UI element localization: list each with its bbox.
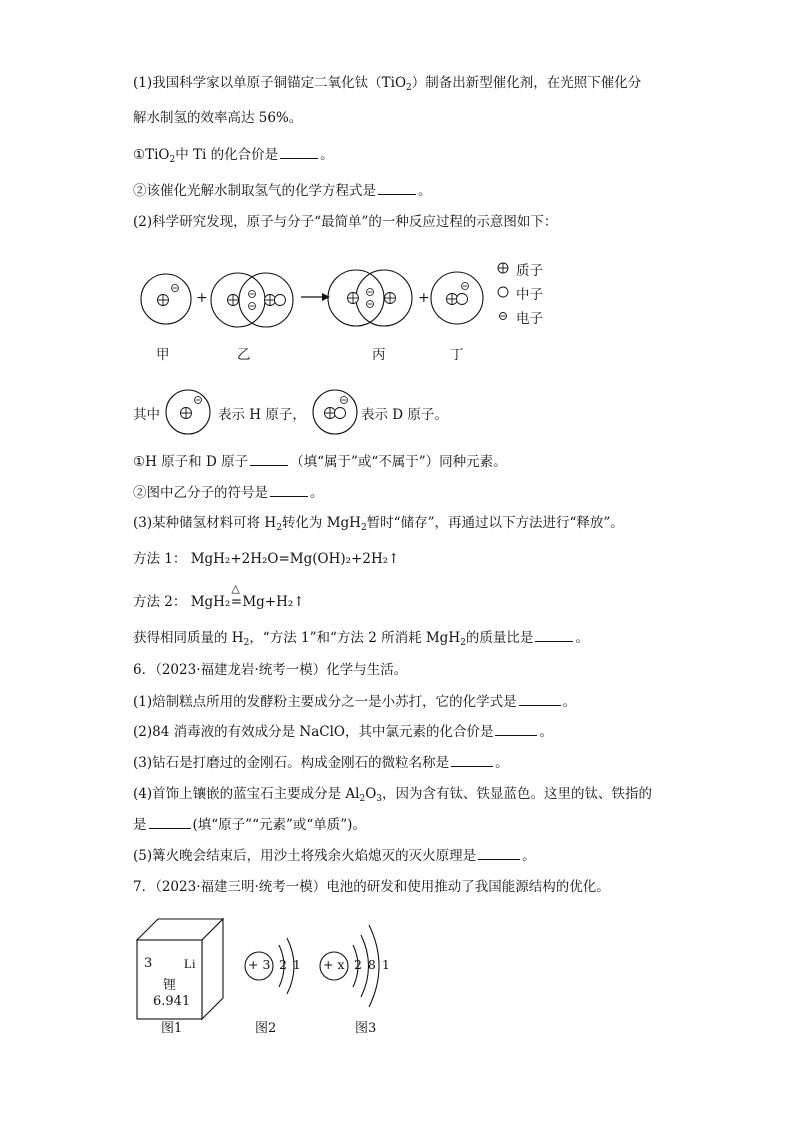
q5-part3-intro: (3)某种储氢材料可将 $H_2$转化为 MgH$_2$暂时“储存”，再通过以下方法进行“释放”。 xyxy=(133,515,624,533)
plus-sign: + xyxy=(196,290,208,306)
legend-neutron: 中子 xyxy=(516,287,543,303)
answer-blank[interactable] xyxy=(451,754,493,767)
q5-part3-question: 获得相同质量的 $H_2$，“方法 1”和“方法 2 所消耗 MgH$_2$的质量比是 。 xyxy=(133,630,589,648)
method-1: 方法 1： MgH₂+2H₂O=Mg(OH)₂+2H₂↑ xyxy=(133,551,400,567)
li-atomic-number: 3 xyxy=(144,956,153,971)
text: ）制备出新型催化剂，在光照下催化分 xyxy=(411,75,642,91)
answer-blank[interactable] xyxy=(270,484,308,497)
label-bing: 丙 xyxy=(372,347,386,363)
q6-item3: (3)钻石是打磨过的金刚石。构成金刚石的微粒名称是 。 xyxy=(133,755,509,771)
answer-blank[interactable] xyxy=(149,816,191,829)
q5-part2-q2: ②图中乙分子的符号是 。 xyxy=(133,485,324,501)
note-d-atom: 表示 D 原子。 xyxy=(361,407,448,423)
fig3-nucleus-charge: + x xyxy=(323,957,345,972)
note-h-atom: 表示 H 原子， xyxy=(218,407,306,423)
legend-proton: 质子 xyxy=(516,263,543,279)
q7-figures xyxy=(0,915,794,1025)
label-ding: 丁 xyxy=(450,347,464,363)
fig1-caption: 图1 xyxy=(161,1021,183,1036)
q5-part2-intro: (2)科学研究发现，原子与分子“最简单”的一种反应过程的示意图如下： xyxy=(133,214,558,230)
q6-item4-cont: 是 (填“原子”“元素”或“单质”)。 xyxy=(133,817,366,833)
fig2-caption: 图2 xyxy=(255,1021,277,1036)
fig2-nucleus-charge: + 3 xyxy=(248,957,271,972)
label-yi: 乙 xyxy=(237,347,251,363)
q6-title: 6．（2023·福建龙岩·统考一模）化学与生活。 xyxy=(133,662,408,678)
answer-blank[interactable] xyxy=(478,847,520,860)
fig3-electron-shells: 2 8 1 xyxy=(354,957,391,972)
q6-item2: (2)84 消毒液的有效成分是 NaClO，其中氯元素的化合价是 。 xyxy=(133,724,553,740)
answer-blank[interactable] xyxy=(535,629,573,642)
text: (1)我国科学家以单原子铜锚定二氧化钛（ xyxy=(133,75,382,91)
q5-part1-line2: 解水制氢的效率高达 56%。 xyxy=(133,110,303,126)
label-jia: 甲 xyxy=(156,347,170,363)
plus-sign: + xyxy=(418,290,430,306)
li-atomic-mass: 6.941 xyxy=(153,994,191,1009)
li-symbol: Li xyxy=(184,956,196,971)
method-2: 方法 2： MgH₂ △ =Mg+H₂↑ xyxy=(133,592,305,612)
li-name: 锂 xyxy=(163,978,177,993)
answer-blank[interactable] xyxy=(519,693,561,706)
method-1-equation: MgH₂+2H₂O=Mg(OH)₂+2H₂↑ xyxy=(190,551,400,567)
reaction-diagram xyxy=(0,0,794,450)
answer-blank[interactable] xyxy=(250,453,288,466)
fig3-caption: 图3 xyxy=(355,1021,377,1036)
heat-condition: △ xyxy=(231,582,240,595)
q6-item4: (4)首饰上镶嵌的蓝宝石主要成分是 $Al_2O_3$，因为含有钛、铁显蓝色。这里的钛、铁指的 xyxy=(133,786,653,804)
answer-blank[interactable] xyxy=(495,723,537,736)
legend-electron: 电子 xyxy=(516,311,543,327)
q6-item1: (1)焙制糕点所用的发酵粉主要成分之一是小苏打，它的化学式是 。 xyxy=(133,694,577,710)
q5-part2-q1: ①H 原子和 D 原子 （填“属于”或“不属于”）同种元素。 xyxy=(133,454,507,470)
q7-title: 7．（2023·福建三明·统考一模）电池的研发和使用推动了我国能源结构的优化。 xyxy=(133,879,610,895)
tio2-formula: TiO$_2$ xyxy=(381,75,412,93)
note-prefix: 其中 xyxy=(133,407,160,423)
q5-part1-q2: ②该催化光解水制取氢气的化学方程式是 。 xyxy=(133,183,432,199)
fig2-electron-shells: 2 1 xyxy=(279,957,302,972)
q5-part1-q1: ①TiO$_2$中 Ti 的化合价是 。 xyxy=(133,147,334,165)
q6-item5: (5)篝火晚会结束后，用沙土将残余火焰熄灭的灭火原理是 。 xyxy=(133,848,536,864)
